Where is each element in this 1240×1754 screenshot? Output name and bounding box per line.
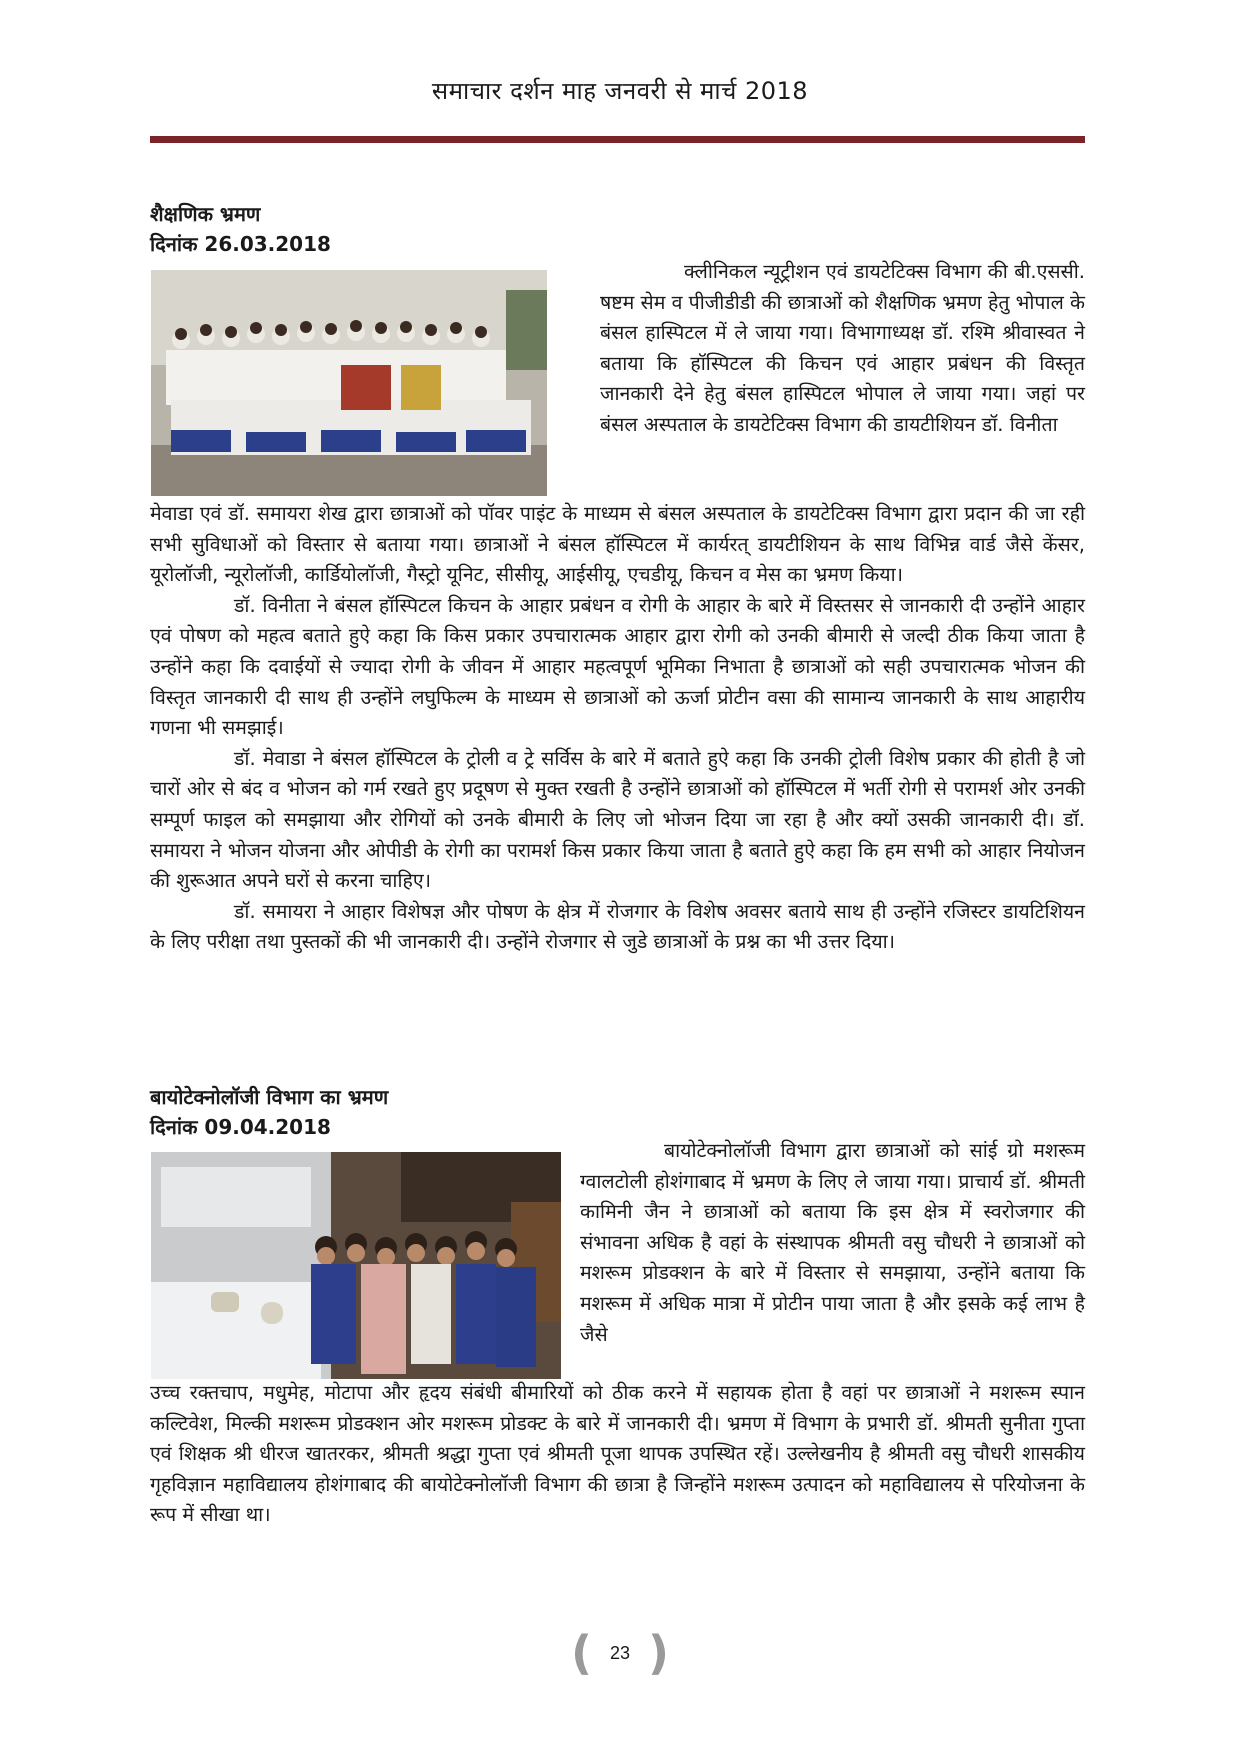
section1-title: शैक्षणिक भ्रमण [150,202,261,226]
section1-paragraph-3: डॉ. मेवाडा ने बंसल हॉस्पिटल के ट्रोली व ट्रे सर्विस के बारे में बताते हुऐ कहा कि उनकी ट्रोली विशेष प्रकार की होती है जो चारों ओर से बंद व भोजन को गर्म रखते हुए प्रदूषण से मुक्त रखती है उन्होंने छात्राओं को हॉस्पिटल में भर्ती रोगी से परामर्श ओर उनकी सम्पूर्ण फाइल को समझाया और रोगियों को उनके बीमारी के लिए जो भोजन दिया जा रहा है और क्यों उसकी जानकारी दी। डॉ. समायरा ने भोजन योजना और ओपीडी के रोगी का परामर्श किस प्रकार किया जाता है बताते हुऐ कहा कि हम सभी को आहार नियोजन की शुरूआत अपने घरों से करना चाहिए। [150,746,1085,893]
page-number: 23 [609,1642,631,1663]
section2-date: दिनांक 09.04.2018 [150,1115,331,1139]
section1-paragraph-4: डॉ. समायरा ने आहार विशेषज्ञ और पोषण के क्षेत्र में रोजगार के विशेष अवसर बताये साथ ही उन्होंने रजिस्टर डायटिशियन के लिए परीक्षा तथा पुस्तकों की भी जानकारी दी। उन्होंने रोजगार से जुडे छात्राओं के प्रश्न का भी उत्तर दिया। [150,899,1085,954]
section1-intro-text [600,257,1085,441]
header-rule [150,136,1085,143]
section2-intro-paragraph: बायोटेक्नोलॉजी विभाग द्वारा छात्राओं को सांई ग्रो मशरूम ग्वालटोली होशंगाबाद में भ्रमण के लिए ले जाया गया। प्राचार्य डॉ. श्रीमती कामिनी जैन ने छात्राओं को बताया कि इस क्षेत्र में स्वरोजगार की संभावना अधिक है वहां के संस्थापक श्रीमती वसु चौधरी ने छात्राओं को मशरूम प्रोडक्शन के बारे में विस्तार से समझाया, उन्होंने बताया कि मशरूम में अधिक मात्रा में प्रोटीन पाया जाता है और इसके कई लाभ है जैसे [580,1139,1085,1346]
section2-intro-text [580,1136,1085,1350]
section2-paragraph-1: उच्च रक्तचाप, मधुमेह, मोटापा और हृदय संबंधी बीमारियों को ठीक करने में सहायक होता है वहां पर छात्राओं ने मशरूम स्पान कल्टिवेश, मिल्की मशरूम प्रोडक्शन ओर मशरूम प्रोडक्ट के बारे में जानकारी दी। भ्रमण में विभाग के प्रभारी डॉ. श्रीमती सुनीता गुप्ता एवं शिक्षक श्री धीरज खातरकर, श्रीमती श्रद्धा गुप्ता एवं श्रीमती पूजा थापक उपस्थित रहें। उल्लेखनीय है श्रीमती वसु चौधरी शासकीय गृहविज्ञान महाविद्यालय होशंगाबाद की बायोटेक्नोलॉजी विभाग की छात्रा है जिन्होंने मशरूम उत्पादन को महाविद्यालय से परियोजना के रूप में सीखा था। [150,1381,1085,1527]
section1-intro-paragraph: क्लीनिकल न्यूट्रीशन एवं डायटेटिक्स विभाग की बी.एससी. षष्टम सेम व पीजीडीडी की छात्राओं को शैक्षणिक भ्रमण हेतु भोपाल के बंसल हास्पिटल में ले जाया गया। विभागाध्यक्ष डॉ. रश्मि श्रीवास्वत ने बताया कि हॉस्पिटल की किचन एवं आहार प्रबंधन की विस्तृत जानकारी देने हेतु बंसल हास्पिटल भोपाल ले जाया गया। जहां पर बंसल अस्पताल के डायटेटिक्स विभाग की डायटीशियन डॉ. विनीता [600,260,1085,436]
group-photo-students [151,270,547,496]
section1-paragraph-1: मेवाडा एवं डॉ. समायरा शेख द्वारा छात्राओं को पॉवर पाइंट के माध्यम से बंसल अस्पताल के डायटेटिक्स विभाग द्वारा प्रदान की जा रही सभी सुविधाओं को विस्तार से बताया गया। छात्राओं ने बंसल हॉस्पिटल में कार्यरत् डायटीशियन के साथ विभिन्न वार्ड जैसे केंसर, यूरोलॉजी, न्यूरोलॉजी, कार्डियोलॉजी, गैस्ट्रो यूनिट, सीसीयू, आईसीयू, एचडीयू, किचन व मेस का भ्रमण किया। [150,502,1085,587]
section2-body [150,1378,1085,1531]
page-number-left-bracket: ( [570,1626,592,1680]
section2-title: बायोटेक्नोलॉजी विभाग का भ्रमण [150,1085,389,1109]
page-header-title: समाचार दर्शन माह जनवरी से मार्च 2018 [431,77,809,105]
section1-body [150,499,1085,958]
page-number-right-bracket: ) [648,1626,670,1680]
section1-date: दिनांक 26.03.2018 [150,232,331,256]
page-footer [0,1628,1240,1678]
section1-paragraph-2: डॉ. विनीता ने बंसल हॉस्पिटल किचन के आहार प्रबंधन व रोगी के आहार के बारे में विस्तसर से जानकारी दी उन्होंने आहार एवं पोषण को महत्व बताते हुऐ कहा कि किस प्रकार उपचारात्मक आहार द्वारा रोगी को उनकी बीमारी से जल्दी ठीक किया जाता है उन्होंने कहा कि दवाईयों से ज्यादा रोगी के जीवन में आहार महत्वपूर्ण भूमिका निभाता है छात्राओं को सही उपचारात्मक भोजन की विस्तृत जानकारी दी साथ ही उन्होंने लघुफिल्म के माध्यम से छात्राओं को ऊर्जा प्रोटीन वसा की सामान्य जानकारी के साथ आहारीय गणना भी समझाई। [150,593,1085,740]
mushroom-visit-photo [151,1152,561,1379]
